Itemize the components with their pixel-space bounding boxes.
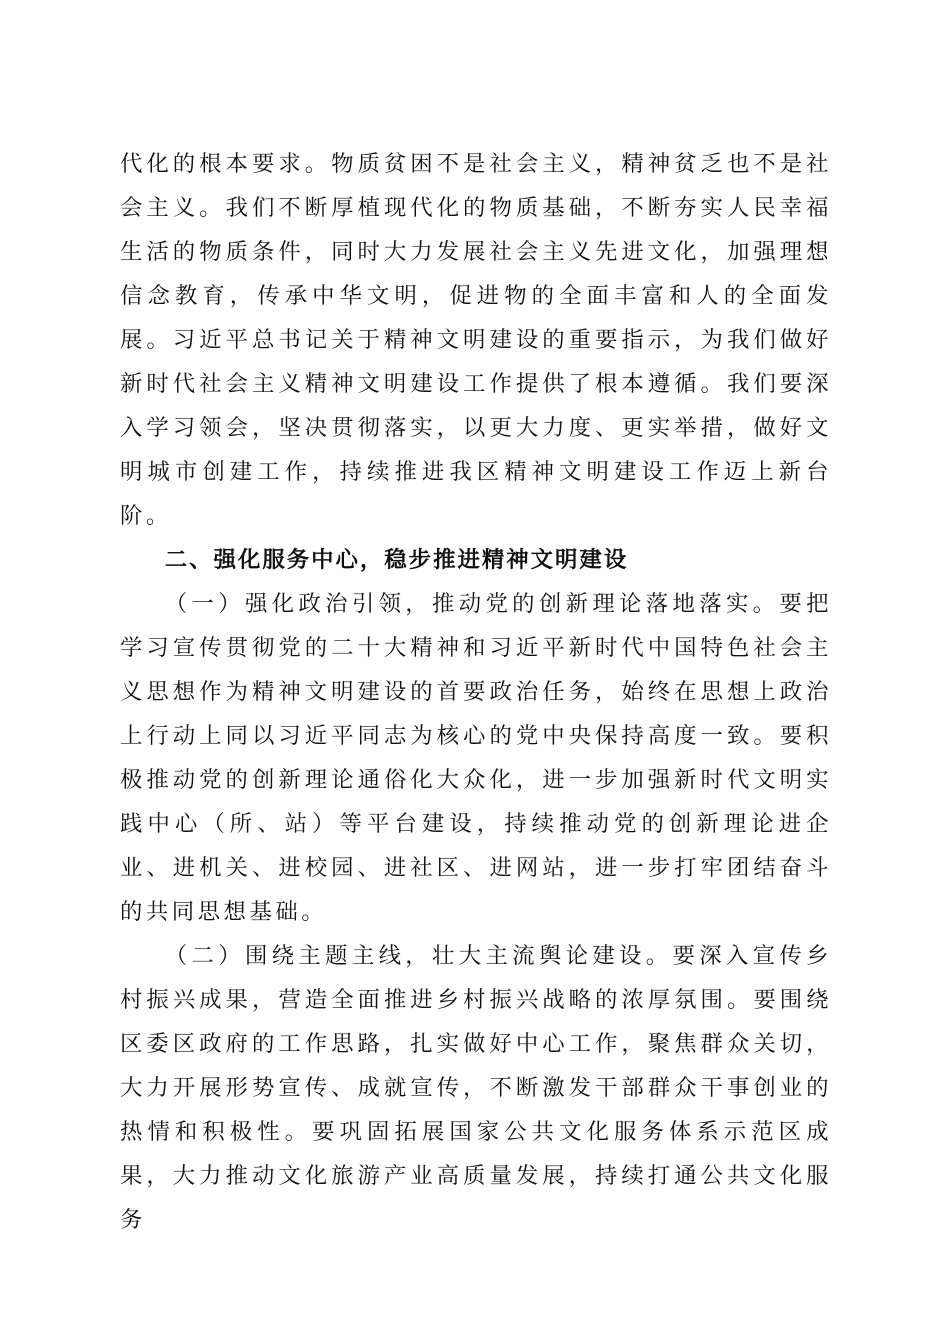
subsection-body: 要把学习宣传贯彻党的二十大精神和习近平新时代中国特色社会主义思想作为精神文明建设的首要政治任务，始终在思想上政治上行动上同以习近平同志为核心的党中央保持高度一致。要积极推动党的创新理论通俗化大众化，进一步加强新时代文明实践中心（所、站）等平台建设，持续推动党的创新理论进企业、进机关、进校园、进社区、进网站，进一步打牢团结奋斗的共同思想基础。 [120,591,833,925]
subsection-paragraph [120,934,832,1242]
document-body [120,142,832,1242]
body-paragraph: 代化的根本要求。物质贫困不是社会主义，精神贫乏也不是社会主义。我们不断厚植现代化的物质基础，不断夯实人民幸福生活的物质条件，同时大力发展社会主义先进文化，加强理想信念教育，传承中华文明，促进物的全面丰富和人的全面发展。习近平总书记关于精神文明建设的重要指示，为我们做好新时代社会主义精神文明建设工作提供了根本遵循。我们要深入学习领会，坚决贯彻落实，以更大力度、更实举措，做好文明城市创建工作，持续推进我区精神文明建设工作迈上新台阶。 [120,151,832,529]
subsection-paragraph [120,582,832,934]
subsection-lead: （二）围绕主题主线，壮大主流舆论建设。 [164,943,673,969]
section-heading: 二、强化服务中心，稳步推进精神文明建设 [164,547,629,573]
subsection-lead: （一）强化政治引领，推动党的创新理论落地落实。 [164,591,780,617]
subsection-body: 要深入宣传乡村振兴成果，营造全面推进乡村振兴战略的浓厚氛围。要围绕区委区政府的工作思路，扎实做好中心工作，聚焦群众关切，大力开展形势宣传、成就宣传，不断激发干部群众干事创业的热情和积极性。要巩固拓展国家公共文化服务体系示范区成果，大力推动文化旅游产业高质量发展，持续打通公共文化服务 [120,943,833,1233]
